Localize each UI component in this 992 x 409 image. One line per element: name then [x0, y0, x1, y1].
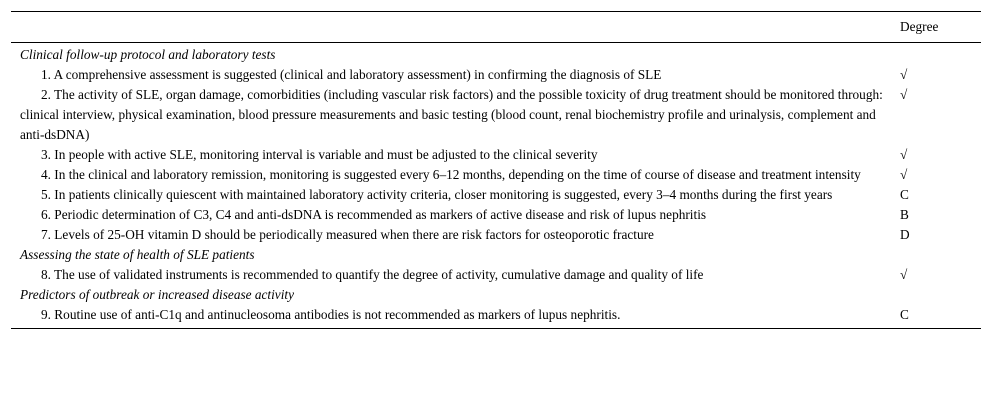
table-row: [11, 145, 981, 165]
recommendation-text: 2. The activity of SLE, organ damage, comorbidities (including vascular risk factors) and the possible toxicity of drug treatment should be monitored through: clinical interview, physical examination, blood pressure measurements and basic testing (blood count, renal biochemistry profile and urinalysis, complement and anti-dsDNA): [20, 87, 883, 142]
header-recommendation: [11, 12, 891, 43]
section-title: Predictors of outbreak or increased disease activity: [20, 287, 295, 302]
section-title: Clinical follow-up protocol and laboratory tests: [20, 47, 276, 62]
section-row: [11, 285, 981, 305]
recommendation-text: 6. Periodic determination of C3, C4 and anti-dsDNA is recommended as markers of active disease and risk of lupus nephritis: [41, 207, 707, 222]
table-row: [11, 185, 981, 205]
table-row: [11, 205, 981, 225]
degree-value: D: [900, 227, 910, 242]
table-header-row: [11, 12, 981, 43]
header-degree: Degree: [891, 12, 981, 43]
section-title: Assessing the state of health of SLE patients: [20, 247, 255, 262]
section-row: [11, 43, 981, 66]
section-row: [11, 245, 981, 265]
table-row: [11, 305, 981, 329]
degree-value: √: [900, 87, 908, 102]
recommendation-text: 8. The use of validated instruments is recommended to quantify the degree of activity, cumulative damage and quality of life: [41, 267, 704, 282]
recommendation-text: 5. In patients clinically quiescent with maintained laboratory activity criteria, closer monitoring is suggested, every 3–4 months during the first years: [41, 187, 833, 202]
degree-value: B: [900, 207, 909, 222]
recommendation-text: 7. Levels of 25-OH vitamin D should be periodically measured when there are risk factors for osteoporotic fracture: [41, 227, 654, 242]
degree-value: C: [900, 187, 909, 202]
table-row: [11, 225, 981, 245]
table-row: [11, 165, 981, 185]
degree-value: √: [900, 267, 908, 282]
table-row: [11, 265, 981, 285]
recommendation-text: 1. A comprehensive assessment is suggested (clinical and laboratory assessment) in confirming the diagnosis of SLE: [41, 67, 662, 82]
degree-value: √: [900, 67, 908, 82]
table-row: [11, 85, 981, 145]
recommendation-text: 4. In the clinical and laboratory remission, monitoring is suggested every 6–12 months, depending on the time of course of disease and treatment intensity: [41, 167, 861, 182]
recommendation-text: 3. In people with active SLE, monitoring interval is variable and must be adjusted to the clinical severity: [41, 147, 598, 162]
recommendation-text: 9. Routine use of anti-C1q and antinucleosoma antibodies is not recommended as markers of lupus nephritis.: [41, 307, 621, 322]
recommendations-table-container: [11, 11, 981, 329]
recommendations-table: [11, 11, 981, 329]
degree-value: √: [900, 167, 908, 182]
degree-value: C: [891, 305, 981, 329]
table-row: [11, 65, 981, 85]
degree-value: √: [900, 147, 908, 162]
